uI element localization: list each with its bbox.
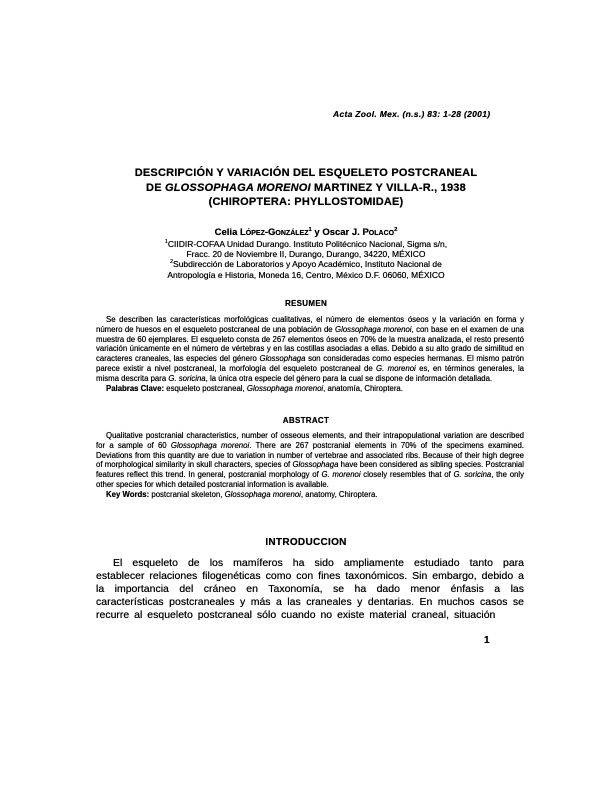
introduction-section [96,557,524,622]
abstract-section [96,431,524,500]
article-title-line-1: DESCRIPCIÓN Y VARIACIÓN DEL ESQUELETO POSTCRANEAL [134,167,478,179]
affiliation-line: $^2$Subdirección de Laboratorios y Apoyo Académico, Instituto Nacional de [170,259,442,270]
introduction-paragraph: El esqueleto de los mamíferos ha sido ampliamente estudiado tanto para establecer relaciones filogenéticas como con fines taxonómicos. Sin embargo, debido a la importancia del cráneo en Taxonomía, se ha dado menor énfasis a las características postcraneales y más a las craneales y dentarias. En muchos casos se recurre al esqueleto postcraneal sólo cuando no existe material craneal, situación [96,557,524,621]
resumen-paragraph: Se describen las características morfológicas cualitativas, el número de elementos óseos y la variación en forma y número de huesos en el esqueleto postcraneal de una población de Glossophaga morenoi, con base en el examen de una muestra de 60 ejemplares. El esqueleto consta de 267 elementos óseos en 70% de la muestra analizada, el resto presentó variación únicamente en el número de vértebras y en las costillas asociadas a ellas. Debido a su alto grado de similitud en caracteres craneales, las especies del género Glossophaga son consideradas como especies hermanas. El mismo patrón parece existir a nivel postcraneal, la morfología del esqueleto postcraneal de G. morenoi es, en términos generales, la misma descrita para G. soricina, la única otra especie del género para la cual se dispone de información detallada. [96,315,525,383]
affiliation-line: Fracc. 20 de Noviembre II, Durango, Durango, 34220, MÉXICO [186,249,426,260]
resumen-heading: RESUMEN [284,299,328,308]
authors-line: Celia López-González$^1$ y Oscar J. Polaco$^2$ [214,226,398,238]
palabras-clave-line: Palabras Clave: esqueleto postcraneal, Glossophaga morenoi, anatomía, Chiroptera. [106,383,403,393]
article-title-line-3: (CHIROPTERA: PHYLLOSTOMIDAE) [208,196,404,208]
article-title [94,166,518,210]
journal-citation: Acta Zool. Mex. (n.s.) 83: 1-28 (2001) [333,109,491,119]
abstract-heading: ABSTRACT [282,416,330,425]
affiliations-block [94,239,518,280]
affiliation-line: $^1$CIIDIR-COFAA Unidad Durango. Instituto Politécnico Nacional, Sigma s/n, [164,239,448,249]
introduction-heading: INTRODUCCION [265,537,347,548]
page-number: 1 [484,635,490,646]
resumen-section [96,315,524,393]
abstract-paragraph: Qualitative postcranial characteristics, number of osseous elements, and their intrapopulational variation are described for a sample of 60 Glossophaga morenoi. There are 267 postcranial elements in 70% of the specimens examined. Deviations from this quantity are due to variation in number of vertebrae and associated ribs. Because of their high degree of morphological similarity in skull characters, species of Glossophaga have been considered as sibling species. Postcranial features reflect this trend. In general, postcranial morphology of G. morenoi closely resembles that of G. soricina, the only other species for which detailed postcranial information is available. [96,431,524,489]
article-title-line-2: DE GLOSSOPHAGA MORENOI MARTINEZ Y VILLA-R., 1938 [146,181,466,194]
affiliation-line: Antropología e Historia, Moneda 16, Centro, México D.F. 06060, MÉXICO [167,269,445,280]
key-words-line: Key Words: postcranial skeleton, Glossophaga morenoi, anatomy, Chiroptera. [106,489,378,499]
